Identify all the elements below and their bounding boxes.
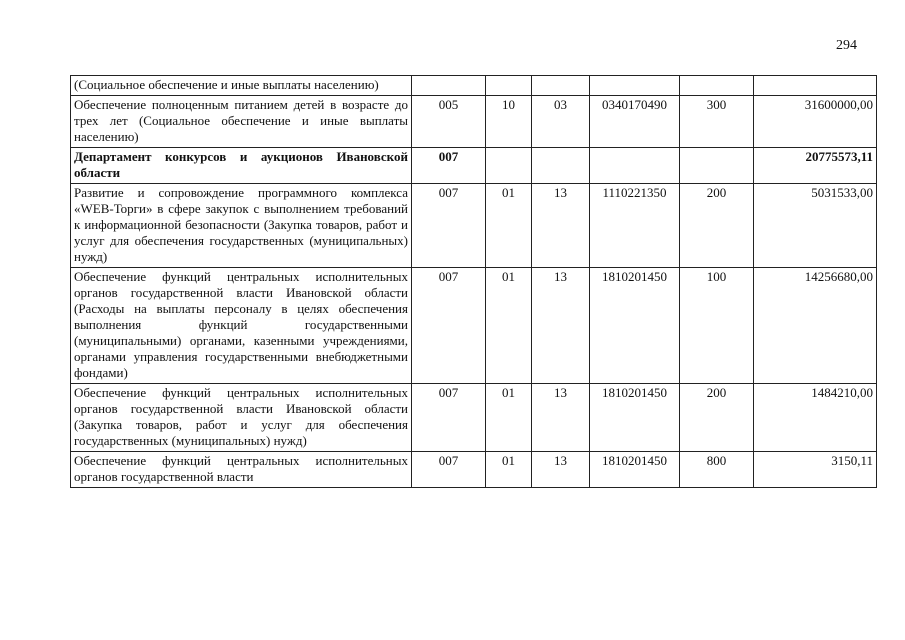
row-name-cell: Обеспечение функций центральных исполнительных органов государственной власти Ивановской области (Закупка товаров, работ и услуг для обеспечения государственных (муниципальных) нужд) [71,384,412,452]
ministry-code-cell: 007 [412,268,486,384]
section-code-cell: 01 [486,184,532,268]
amount-cell [754,76,877,96]
ministry-code-cell: 007 [412,384,486,452]
target-article-cell: 1110221350 [590,184,680,268]
ministry-code-cell: 007 [412,452,486,488]
subsection-code-cell: 03 [532,96,590,148]
budget-table [70,75,877,488]
amount-cell: 3150,11 [754,452,877,488]
expense-type-cell [680,148,754,184]
expense-type-cell: 800 [680,452,754,488]
amount-cell: 1484210,00 [754,384,877,452]
table-row [71,452,877,488]
target-article-cell: 0340170490 [590,96,680,148]
expense-type-cell: 200 [680,384,754,452]
target-article-cell [590,76,680,96]
subsection-code-cell: 13 [532,384,590,452]
subsection-code-cell: 13 [532,184,590,268]
row-name-cell: Департамент конкурсов и аукционов Ивановской области [71,148,412,184]
ministry-code-cell: 005 [412,96,486,148]
amount-cell: 20775573,11 [754,148,877,184]
page-number: 294 [836,38,857,53]
table-body [71,76,877,488]
section-code-cell: 01 [486,384,532,452]
row-name-cell: (Социальное обеспечение и иные выплаты населению) [71,76,412,96]
section-code-cell [486,148,532,184]
ministry-code-cell [412,76,486,96]
table-row [71,184,877,268]
expense-type-cell [680,76,754,96]
table-row [71,148,877,184]
row-name-cell: Обеспечение полноценным питанием детей в возрасте до трех лет (Социальное обеспечение и иные выплаты населению) [71,96,412,148]
subsection-code-cell [532,148,590,184]
table-row [71,384,877,452]
expense-type-cell: 200 [680,184,754,268]
table-row [71,76,877,96]
table-row [71,96,877,148]
target-article-cell: 1810201450 [590,452,680,488]
amount-cell: 31600000,00 [754,96,877,148]
row-name-cell: Обеспечение функций центральных исполнительных органов государственной власти [71,452,412,488]
expense-type-cell: 300 [680,96,754,148]
section-code-cell: 01 [486,452,532,488]
subsection-code-cell [532,76,590,96]
target-article-cell: 1810201450 [590,384,680,452]
row-name-cell: Развитие и сопровождение программного комплекса «WEB-Торги» в сфере закупок с выполнением требований к информационной безопасности (Закупка товаров, работ и услуг для обеспечения государственных (муниципальных) нужд) [71,184,412,268]
subsection-code-cell: 13 [532,452,590,488]
target-article-cell [590,148,680,184]
section-code-cell: 10 [486,96,532,148]
target-article-cell: 1810201450 [590,268,680,384]
section-code-cell: 01 [486,268,532,384]
ministry-code-cell: 007 [412,148,486,184]
row-name-cell: Обеспечение функций центральных исполнительных органов государственной власти Ивановской области (Расходы на выплаты персоналу в целях обеспечения выполнения функций государственными (муниципальными) органами, казенными учреждениями, органами управления государственными внебюджетными фондами) [71,268,412,384]
table-row [71,268,877,384]
amount-cell: 14256680,00 [754,268,877,384]
amount-cell: 5031533,00 [754,184,877,268]
ministry-code-cell: 007 [412,184,486,268]
expense-type-cell: 100 [680,268,754,384]
subsection-code-cell: 13 [532,268,590,384]
section-code-cell [486,76,532,96]
